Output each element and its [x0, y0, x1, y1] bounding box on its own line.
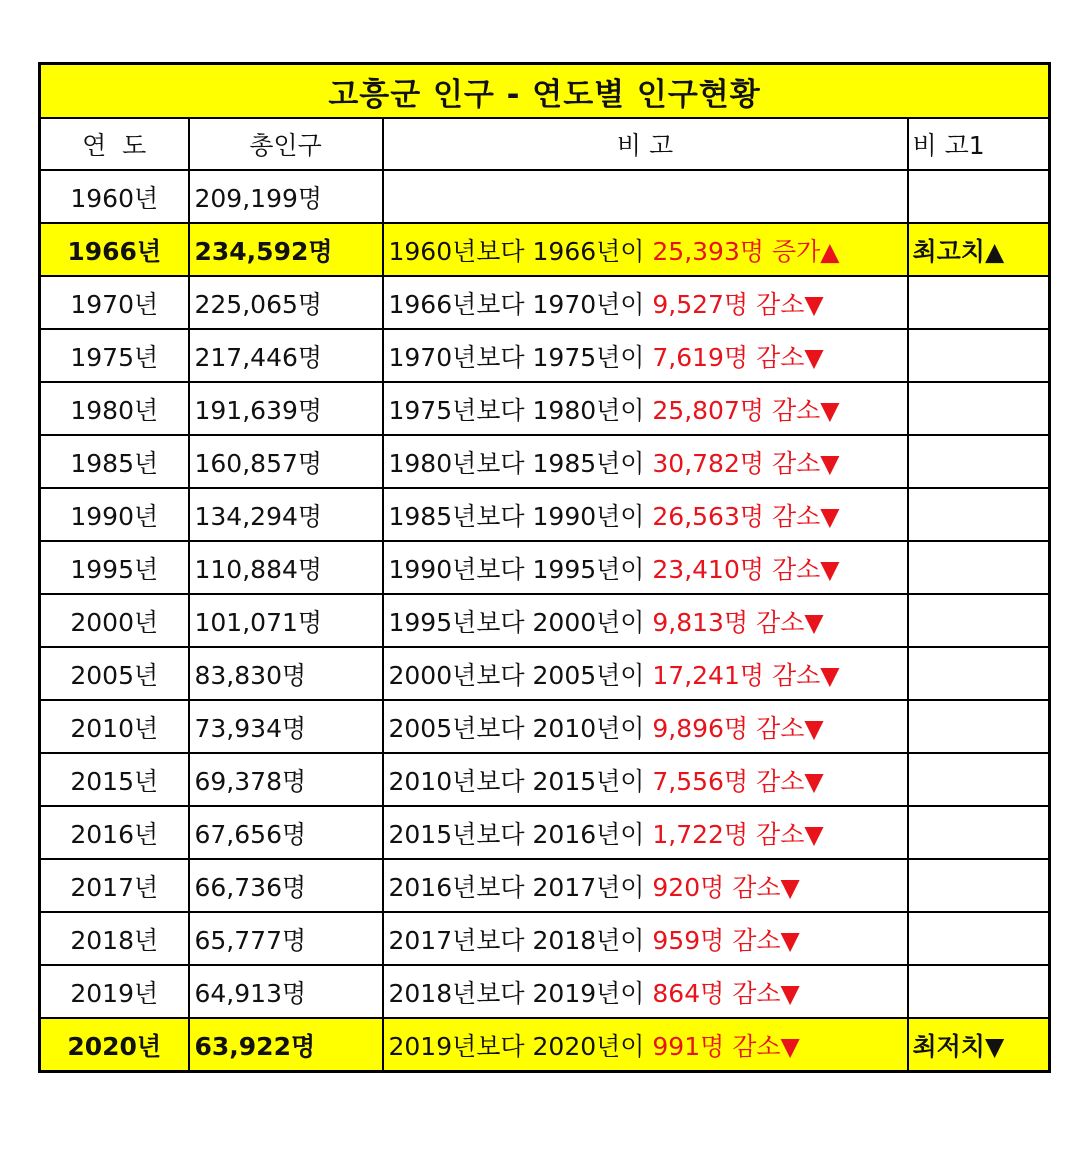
note-cell	[383, 700, 908, 753]
table-row	[40, 541, 1050, 594]
note1-cell	[908, 965, 1050, 1018]
note-cell	[383, 329, 908, 382]
note-prefix: 1985년보다 1990년이	[388, 501, 653, 531]
table-row	[40, 170, 1050, 223]
title-row	[40, 64, 1050, 119]
population-cell: 64,913명	[189, 965, 383, 1018]
table-row	[40, 276, 1050, 329]
note-change: 1,722명 감소▼	[652, 819, 824, 849]
note-prefix: 2019년보다 2020년이	[388, 1031, 653, 1061]
year-cell: 1995년	[40, 541, 189, 594]
table-row	[40, 965, 1050, 1018]
note-change: 23,410명 감소▼	[652, 554, 840, 584]
population-cell: 83,830명	[189, 647, 383, 700]
note1-cell	[908, 594, 1050, 647]
note1-cell	[908, 859, 1050, 912]
note-change: 7,556명 감소▼	[652, 766, 824, 796]
note-cell	[383, 965, 908, 1018]
table-row	[40, 912, 1050, 965]
note-change: 920명 감소▼	[652, 872, 800, 902]
population-cell: 67,656명	[189, 806, 383, 859]
note-prefix: 2016년보다 2017년이	[388, 872, 653, 902]
note-cell	[383, 223, 908, 276]
year-cell: 1975년	[40, 329, 189, 382]
table-row	[40, 806, 1050, 859]
note1-cell	[908, 647, 1050, 700]
table-row	[40, 700, 1050, 753]
note1-cell	[908, 912, 1050, 965]
table-row	[40, 329, 1050, 382]
population-cell: 73,934명	[189, 700, 383, 753]
population-cell: 69,378명	[189, 753, 383, 806]
year-cell: 1980년	[40, 382, 189, 435]
year-cell: 1985년	[40, 435, 189, 488]
year-cell: 2000년	[40, 594, 189, 647]
header-note1: 비 고1	[908, 118, 1050, 170]
note-change: 9,896명 감소▼	[652, 713, 824, 743]
note1-cell	[908, 806, 1050, 859]
year-cell: 1990년	[40, 488, 189, 541]
table-row	[40, 223, 1050, 276]
note-cell	[383, 1018, 908, 1072]
note-prefix: 2018년보다 2019년이	[388, 978, 653, 1008]
note-prefix: 1960년보다 1966년이	[388, 236, 653, 266]
note-prefix: 1970년보다 1975년이	[388, 342, 653, 372]
note-cell	[383, 912, 908, 965]
note-change: 17,241명 감소▼	[652, 660, 840, 690]
table-row	[40, 859, 1050, 912]
note-cell	[383, 806, 908, 859]
note-cell	[383, 276, 908, 329]
header-year: 연 도	[40, 118, 189, 170]
population-cell: 65,777명	[189, 912, 383, 965]
population-table	[38, 62, 1051, 1073]
note-prefix: 1995년보다 2000년이	[388, 607, 653, 637]
note-cell	[383, 753, 908, 806]
note-prefix: 1990년보다 1995년이	[388, 554, 653, 584]
note-change: 30,782명 감소▼	[652, 448, 840, 478]
note-cell	[383, 647, 908, 700]
note1-cell	[908, 753, 1050, 806]
note-prefix: 2017년보다 2018년이	[388, 925, 653, 955]
year-cell: 2015년	[40, 753, 189, 806]
population-cell: 110,884명	[189, 541, 383, 594]
population-cell: 101,071명	[189, 594, 383, 647]
population-cell: 66,736명	[189, 859, 383, 912]
note-change: 25,807명 감소▼	[652, 395, 840, 425]
table-row	[40, 382, 1050, 435]
population-cell: 134,294명	[189, 488, 383, 541]
year-cell: 2019년	[40, 965, 189, 1018]
note1-cell	[908, 488, 1050, 541]
table-row	[40, 594, 1050, 647]
year-cell: 1960년	[40, 170, 189, 223]
note1-cell	[908, 435, 1050, 488]
year-cell: 1970년	[40, 276, 189, 329]
table-row	[40, 488, 1050, 541]
note-change: 7,619명 감소▼	[652, 342, 824, 372]
population-cell: 234,592명	[189, 223, 383, 276]
header-row	[40, 118, 1050, 170]
table-row	[40, 753, 1050, 806]
note-cell	[383, 488, 908, 541]
year-cell: 2018년	[40, 912, 189, 965]
table-row	[40, 435, 1050, 488]
header-population: 총인구	[189, 118, 383, 170]
note1-cell	[908, 276, 1050, 329]
note-cell	[383, 859, 908, 912]
note-change: 25,393명 증가▲	[652, 236, 840, 266]
population-cell: 160,857명	[189, 435, 383, 488]
note-change: 959명 감소▼	[652, 925, 800, 955]
note1-cell	[908, 700, 1050, 753]
note1-cell	[908, 170, 1050, 223]
note-cell	[383, 435, 908, 488]
note-cell	[383, 594, 908, 647]
note-change: 26,563명 감소▼	[652, 501, 840, 531]
year-cell: 2010년	[40, 700, 189, 753]
population-cell: 191,639명	[189, 382, 383, 435]
note-cell	[383, 170, 908, 223]
note1-cell	[908, 541, 1050, 594]
population-cell: 225,065명	[189, 276, 383, 329]
note1-cell	[908, 329, 1050, 382]
year-cell: 2005년	[40, 647, 189, 700]
note-prefix: 2015년보다 2016년이	[388, 819, 653, 849]
year-cell: 2016년	[40, 806, 189, 859]
table-row	[40, 1018, 1050, 1072]
population-cell: 63,922명	[189, 1018, 383, 1072]
note1-cell: 최저치▼	[908, 1018, 1050, 1072]
note-change: 864명 감소▼	[652, 978, 800, 1008]
table-row	[40, 647, 1050, 700]
note-cell	[383, 382, 908, 435]
note-change: 9,527명 감소▼	[652, 289, 824, 319]
note-prefix: 1980년보다 1985년이	[388, 448, 653, 478]
population-cell: 217,446명	[189, 329, 383, 382]
note-change: 991명 감소▼	[652, 1031, 800, 1061]
note1-cell: 최고치▲	[908, 223, 1050, 276]
note1-cell	[908, 382, 1050, 435]
note-prefix: 2005년보다 2010년이	[388, 713, 653, 743]
population-cell: 209,199명	[189, 170, 383, 223]
note-prefix: 1966년보다 1970년이	[388, 289, 653, 319]
note-prefix: 2010년보다 2015년이	[388, 766, 653, 796]
year-cell: 2020년	[40, 1018, 189, 1072]
note-change: 9,813명 감소▼	[652, 607, 824, 637]
table-title: 고흥군 인구 - 연도별 인구현황	[40, 64, 1050, 119]
note-cell	[383, 541, 908, 594]
note-prefix: 1975년보다 1980년이	[388, 395, 653, 425]
note-prefix: 2000년보다 2005년이	[388, 660, 653, 690]
year-cell: 2017년	[40, 859, 189, 912]
year-cell: 1966년	[40, 223, 189, 276]
header-note: 비 고	[383, 118, 908, 170]
